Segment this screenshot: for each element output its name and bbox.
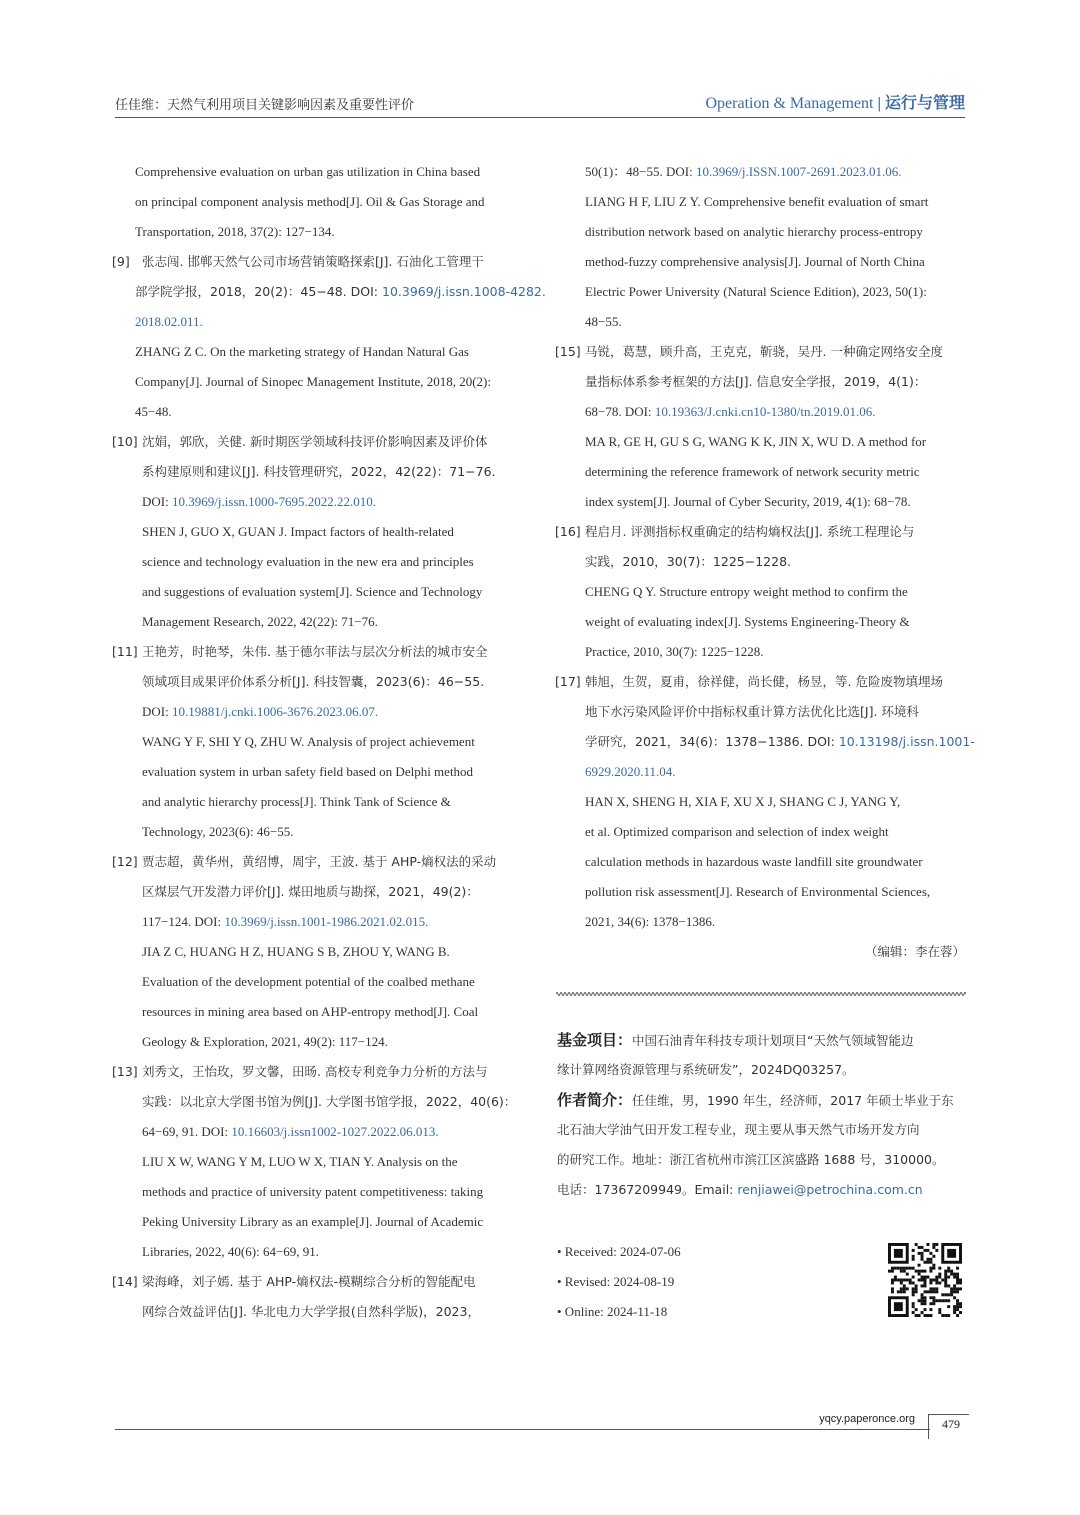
fund-line — [557, 1175, 967, 1205]
reference-line — [112, 787, 522, 817]
reference-text: Company[J]. Journal of Sinopec Management Institute, 2018, 20(2): — [135, 374, 491, 389]
references-right-column — [555, 157, 975, 967]
section-label-en: Operation & Management — [705, 95, 874, 112]
doi-link[interactable]: 10.3969/j.issn.1008-4282. — [382, 284, 546, 299]
reference-text: （编辑：李在蓉） — [864, 944, 965, 959]
reference-text: JIA Z C, HUANG H Z, HUANG S B, ZHOU Y, WANG B. — [142, 944, 450, 959]
reference-number: [10] — [112, 434, 138, 449]
doi-link[interactable]: 10.19363/J.cnki.cn10-1380/tn.2019.01.06. — [654, 404, 876, 419]
reference-line — [112, 547, 522, 577]
reference-text: and suggestions of evaluation system[J]. Science and Technology — [142, 584, 483, 599]
reference-line — [555, 757, 965, 787]
reference-text: 韩旭，生贺，夏甫，徐祥健，尚长健，杨昱，等. 危险废物填埋场 — [585, 674, 943, 689]
reference-line — [112, 397, 522, 427]
reference-line — [555, 697, 965, 727]
reference-line — [112, 697, 522, 727]
reference-line — [112, 1207, 522, 1237]
reference-text: 实践，2010，30(7)：1225−1228. — [585, 554, 791, 569]
reference-line — [112, 1237, 522, 1267]
fund-text: 的研究工作。地址：浙江省杭州市滨江区滨盛路 1688 号，310000。 — [557, 1152, 945, 1167]
reference-line — [555, 877, 965, 907]
fund-and-author-block — [557, 1025, 967, 1205]
reference-line — [112, 907, 522, 937]
reference-line — [555, 667, 965, 697]
reference-line — [555, 817, 965, 847]
reference-line — [555, 907, 965, 937]
doi-link[interactable]: 2018.02.011. — [135, 314, 203, 329]
reference-line — [555, 517, 965, 547]
reference-text: et al. Optimized comparison and selection of index weight — [585, 824, 889, 839]
reference-number: [16] — [555, 524, 581, 539]
reference-line — [112, 307, 522, 337]
reference-text: Comprehensive evaluation on urban gas utilization in China based — [135, 164, 481, 179]
reference-text: 马锐，葛慧，顾升高，王克克，靳骁，吴丹. 一种确定网络安全度 — [585, 344, 943, 359]
reference-line — [112, 1267, 522, 1297]
reference-text: Technology, 2023(6): 46−55. — [142, 824, 294, 839]
reference-number: [9] — [112, 254, 130, 269]
fund-line — [557, 1085, 967, 1115]
reference-line — [112, 487, 522, 517]
reference-line — [112, 1087, 522, 1117]
reference-text: 50(1)：48−55. DOI: — [585, 164, 696, 179]
wavy-divider — [556, 988, 966, 1000]
reference-text: weight of evaluating index[J]. Systems Engineering-Theory & — [585, 614, 910, 629]
reference-text: Management Research, 2022, 42(22): 71−76. — [142, 614, 378, 629]
reference-line — [555, 727, 975, 757]
reference-text: Geology & Exploration, 2021, 49(2): 117−124. — [142, 1034, 388, 1049]
reference-text: 实践：以北京大学图书馆为例[J]. 大学图书馆学报，2022，40(6)： — [142, 1094, 517, 1109]
reference-number: [17] — [555, 674, 581, 689]
reference-text: 48−55. — [585, 314, 622, 329]
reference-text: Electric Power University (Natural Science Edition), 2023, 50(1): — [585, 284, 927, 299]
reference-line — [112, 427, 522, 457]
doi-link[interactable]: 10.3969/j.issn.1001-1986.2021.02.015. — [224, 914, 429, 929]
reference-text: science and technology evaluation in the new era and principles — [142, 554, 474, 569]
fund-line — [557, 1115, 967, 1145]
fund-text: 中国石油青年科技专项计划项目“天然气领域智能边 — [632, 1033, 914, 1048]
date-item: • Received: 2024-07-06 — [557, 1244, 681, 1259]
reference-text: Transportation, 2018, 37(2): 127−134. — [135, 224, 335, 239]
reference-text: on principal component analysis method[J]. Oil & Gas Storage and — [135, 194, 485, 209]
reference-text: 68−78. DOI: — [585, 404, 655, 419]
running-title: 任佳维：天然气利用项目关键影响因素及重要性评价 — [115, 98, 415, 113]
reference-text: method-fuzzy comprehensive analysis[J]. Journal of North China — [585, 254, 925, 269]
reference-line — [112, 937, 522, 967]
reference-text: and analytic hierarchy process[J]. Think Tank of Science & — [142, 794, 451, 809]
reference-text: DOI: — [142, 704, 172, 719]
reference-line — [555, 427, 965, 457]
reference-text: 部学院学报，2018，20(2)：45−48. DOI: — [135, 284, 382, 299]
doi-link[interactable]: 10.16603/j.issn1002-1027.2022.06.013. — [231, 1124, 439, 1139]
reference-line — [112, 277, 546, 307]
page-number: 479 — [942, 1417, 960, 1431]
reference-text: pollution risk assessment[J]. Research of Environmental Sciences, — [585, 884, 931, 899]
reference-line — [112, 1027, 522, 1057]
reference-text: DOI: — [142, 494, 172, 509]
qr-code-icon — [888, 1243, 962, 1317]
reference-text: 贾志超，黄华州，黄绍博，周宇，王波. 基于 AHP-熵权法的采动 — [142, 854, 497, 869]
reference-line — [112, 667, 522, 697]
reference-text: 2021, 34(6): 1378−1386. — [585, 914, 716, 929]
reference-text: 45−48. — [135, 404, 172, 419]
reference-text: 领域项目成果评价体系分析[J]. 科技智囊，2023(6)：46−55. — [142, 674, 485, 689]
reference-text: calculation methods in hazardous waste landfill site groundwater — [585, 854, 923, 869]
reference-line — [555, 457, 965, 487]
reference-line — [112, 367, 522, 397]
reference-text: Libraries, 2022, 40(6): 64−69, 91. — [142, 1244, 320, 1259]
reference-line — [112, 637, 522, 667]
date-item: • Revised: 2024-08-19 — [557, 1274, 675, 1289]
doi-link[interactable]: 10.13198/j.issn.1001- — [838, 734, 975, 749]
doi-link[interactable]: 10.3969/j.issn.1000-7695.2022.22.010. — [171, 494, 377, 509]
reference-line — [555, 487, 965, 517]
fund-text: 任佳维，男，1990 年生，经济师，2017 年硕士毕业于东 — [632, 1093, 954, 1108]
reference-text: resources in mining area based on AHP-entropy method[J]. Coal — [142, 1004, 479, 1019]
doi-link[interactable]: 6929.2020.11.04. — [585, 764, 676, 779]
reference-line — [112, 517, 522, 547]
header-rule — [115, 117, 965, 118]
reference-line — [555, 187, 965, 217]
journal-url[interactable]: yqcy.paperonce.org — [819, 1413, 915, 1425]
reference-line — [112, 1177, 522, 1207]
reference-line — [112, 157, 522, 187]
reference-line — [555, 577, 965, 607]
running-header — [115, 88, 965, 116]
reference-line — [555, 247, 965, 277]
date-item: • Online: 2024-11-18 — [557, 1304, 668, 1319]
reference-text: LIU X W, WANG Y M, LUO W X, TIAN Y. Analysis on the — [142, 1154, 458, 1169]
reference-line — [555, 607, 965, 637]
reference-text: SHEN J, GUO X, GUAN J. Impact factors of health-related — [142, 524, 454, 539]
reference-text: 地下水污染风险评价中指标权重计算方法优化比选[J]. 环境科 — [585, 704, 919, 719]
reference-text: evaluation system in urban safety field based on Delphi method — [142, 764, 474, 779]
reference-line — [555, 157, 965, 187]
reference-text: 学研究，2021，34(6)：1378−1386. DOI: — [585, 734, 839, 749]
reference-line — [555, 337, 965, 367]
email-link[interactable]: renjiawei@petrochina.com.cn — [737, 1182, 923, 1197]
fund-label: 作者简介： — [557, 1091, 633, 1109]
reference-line — [555, 277, 965, 307]
fund-line — [557, 1145, 967, 1175]
reference-text: CHENG Q Y. Structure entropy weight method to confirm the — [585, 584, 908, 599]
reference-text: 梁海峰，刘子嫣. 基于 AHP-熵权法-模糊综合分析的智能配电 — [142, 1274, 476, 1289]
reference-line — [555, 367, 965, 397]
reference-text: index system[J]. Journal of Cyber Security, 2019, 4(1): 68−78. — [585, 494, 911, 509]
reference-line — [555, 787, 965, 817]
reference-number: [11] — [112, 644, 138, 659]
reference-text: distribution network based on analytic hierarchy process-entropy — [585, 224, 923, 239]
reference-line — [555, 847, 965, 877]
reference-text: 张志闯. 邯郸天然气公司市场营销策略探索[J]. 石油化工管理干 — [142, 254, 484, 269]
reference-text: Peking University Library as an example[J]. Journal of Academic — [142, 1214, 484, 1229]
section-label: Operation & Management | 运行与管理 — [705, 93, 965, 112]
reference-number: [15] — [555, 344, 581, 359]
reference-text: 沈娟，郭欣，关健. 新时期医学领域科技评价影响因素及评价体 — [142, 434, 488, 449]
reference-line — [112, 247, 522, 277]
reference-line — [112, 337, 522, 367]
reference-line — [112, 1297, 522, 1327]
reference-line — [112, 1147, 522, 1177]
reference-line — [112, 817, 522, 847]
reference-text: HAN X, SHENG H, XIA F, XU X J, SHANG C J, YANG Y, — [585, 794, 901, 809]
reference-line — [555, 547, 965, 577]
reference-text: 区煤层气开发潜力评价[J]. 煤田地质与勘探，2021，49(2)： — [142, 884, 479, 899]
fund-text: 缘计算网络资源管理与系统研发”，2024DQ03257。 — [557, 1062, 855, 1077]
reference-text: MA R, GE H, GU S G, WANG K K, JIN X, WU D. A method for — [585, 434, 927, 449]
fund-text: 北石油大学油气田开发工程专业，现主要从事天然气市场开发方向 — [557, 1122, 920, 1137]
doi-link[interactable]: 10.3969/j.ISSN.1007-2691.2023.01.06. — [695, 164, 902, 179]
reference-line — [112, 727, 522, 757]
reference-text: Practice, 2010, 30(7): 1225−1228. — [585, 644, 764, 659]
reference-text: 117−124. DOI: — [142, 914, 225, 929]
reference-line — [555, 397, 965, 427]
doi-link[interactable]: 10.19881/j.cnki.1006-3676.2023.06.07. — [171, 704, 379, 719]
fund-label: 基金项目： — [557, 1031, 633, 1049]
fund-line — [557, 1025, 967, 1055]
reference-line — [112, 607, 522, 637]
reference-number: [14] — [112, 1274, 138, 1289]
reference-line — [112, 997, 522, 1027]
reference-text: LIANG H F, LIU Z Y. Comprehensive benefit evaluation of smart — [585, 194, 929, 209]
references-left-column — [112, 157, 546, 1327]
reference-text: Evaluation of the development potential of the coalbed methane — [142, 974, 475, 989]
reference-line — [112, 577, 522, 607]
reference-text: 王艳芳，时艳琴，朱伟. 基于德尔菲法与层次分析法的城市安全 — [142, 644, 488, 659]
fund-line — [557, 1055, 967, 1085]
reference-line — [112, 1057, 522, 1087]
reference-text: 程启月. 评测指标权重确定的结构熵权法[J]. 系统工程理论与 — [585, 524, 915, 539]
reference-line — [112, 877, 522, 907]
reference-line — [112, 457, 522, 487]
reference-text: 量指标体系参考框架的方法[J]. 信息安全学报，2019，4(1)： — [585, 374, 927, 389]
reference-line — [112, 217, 522, 247]
reference-text: 网综合效益评估[J]. 华北电力大学学报(自然科学版)，2023， — [142, 1304, 480, 1319]
reference-line — [112, 967, 522, 997]
reference-text: 刘秀文，王怡玫，罗文馨，田旸. 高校专利竞争力分析的方法与 — [142, 1064, 488, 1079]
reference-line — [112, 757, 522, 787]
reference-text: determining the reference framework of network security metric — [585, 464, 920, 479]
reference-text: 64−69, 91. DOI: — [142, 1124, 232, 1139]
reference-text: ZHANG Z C. On the marketing strategy of Handan Natural Gas — [135, 344, 469, 359]
section-label-cn: 运行与管理 — [884, 93, 965, 112]
article-dates — [557, 1237, 807, 1327]
fund-text: 电话：17367209949。Email: — [557, 1182, 738, 1197]
reference-line — [555, 217, 965, 247]
footer-rule — [115, 1429, 930, 1430]
reference-line — [555, 637, 965, 667]
reference-line — [112, 187, 522, 217]
reference-text: methods and practice of university patent competitiveness: taking — [142, 1184, 484, 1199]
reference-line — [555, 937, 965, 967]
reference-line — [112, 847, 522, 877]
reference-text: WANG Y F, SHI Y Q, ZHU W. Analysis of project achievement — [142, 734, 475, 749]
reference-line — [112, 1117, 522, 1147]
reference-text: 系构建原则和建议[J]. 科技管理研究，2022，42(22)：71−76. — [142, 464, 496, 479]
reference-number: [13] — [112, 1064, 138, 1079]
reference-number: [12] — [112, 854, 138, 869]
reference-line — [555, 307, 965, 337]
